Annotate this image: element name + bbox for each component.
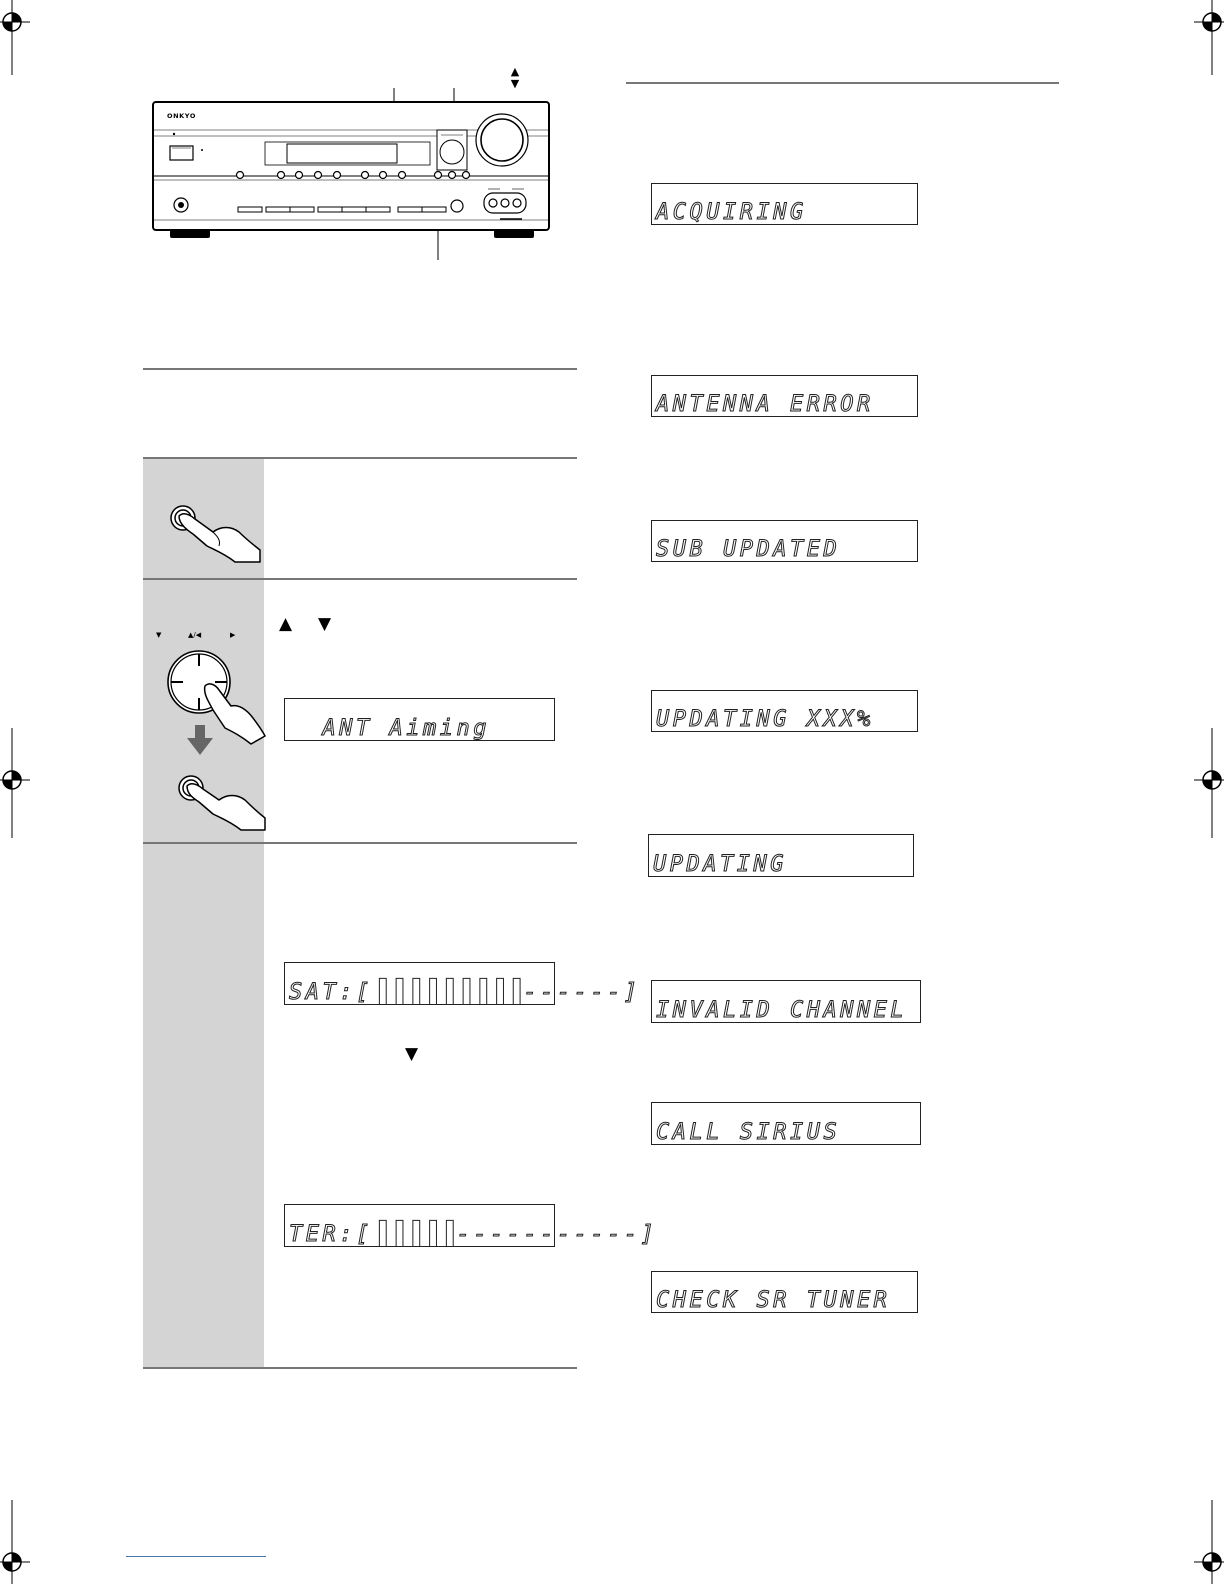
crop-mark-top-left: [0, 0, 30, 80]
knob-up-left-label: ▲/◀: [188, 631, 202, 639]
up-arrow-icon: ▲: [279, 614, 293, 634]
step-bottom-rule: [143, 1367, 577, 1369]
crop-mark-mid-left: [0, 728, 30, 838]
footer-hairline: [126, 1556, 266, 1557]
down-arrow-icon-step3: ▼: [405, 1044, 419, 1064]
message-display-invalid-channel: INVALID CHANNEL: [651, 980, 921, 1023]
ant-aiming-display: ANT Aiming: [284, 698, 555, 741]
crop-mark-mid-right: [1194, 728, 1224, 838]
brand-logo: ONKYO: [167, 112, 197, 120]
knob-down-label: ▼: [156, 631, 162, 639]
sat-signal-display: SAT:[▐▐▐▐▐▐▐▐▐------]: [284, 962, 555, 1005]
right-column-top-rule: [626, 82, 1059, 84]
down-arrow-icon: ▼: [318, 614, 332, 634]
step-gray-column: [143, 458, 264, 1368]
message-display-updating: UPDATING: [648, 834, 914, 877]
up-down-arrows: ▲ ▼: [510, 65, 520, 90]
crop-mark-bottom-right: [1194, 1500, 1224, 1584]
left-column-section-rule: [143, 368, 577, 370]
crop-mark-bottom-left: [0, 1500, 30, 1584]
message-display-acquiring: ACQUIRING: [651, 183, 918, 225]
step-1-top-rule: [143, 457, 577, 459]
knob-right-label: ▶: [230, 631, 236, 639]
press-button-hand-icon: [165, 500, 260, 562]
ter-signal-display: TER:[▐▐▐▐▐-----------]: [284, 1204, 555, 1247]
down-step-arrow-icon: [187, 725, 213, 755]
message-display-call-sirius: CALL SIRIUS: [651, 1102, 921, 1145]
message-display-sub-updated: SUB UPDATED: [651, 520, 918, 562]
step-3-top-rule: [143, 842, 577, 844]
receiver-front-panel: [150, 80, 560, 260]
crop-mark-top-right: [1194, 0, 1224, 80]
message-display-check-sr-tuner: CHECK SR TUNER: [651, 1271, 918, 1313]
message-display-updating-percent: UPDATING XXX%: [651, 690, 918, 732]
message-display-antenna-error: ANTENNA ERROR: [651, 375, 918, 417]
press-enter-hand-icon: [175, 772, 265, 830]
step-2-top-rule: [143, 578, 577, 580]
